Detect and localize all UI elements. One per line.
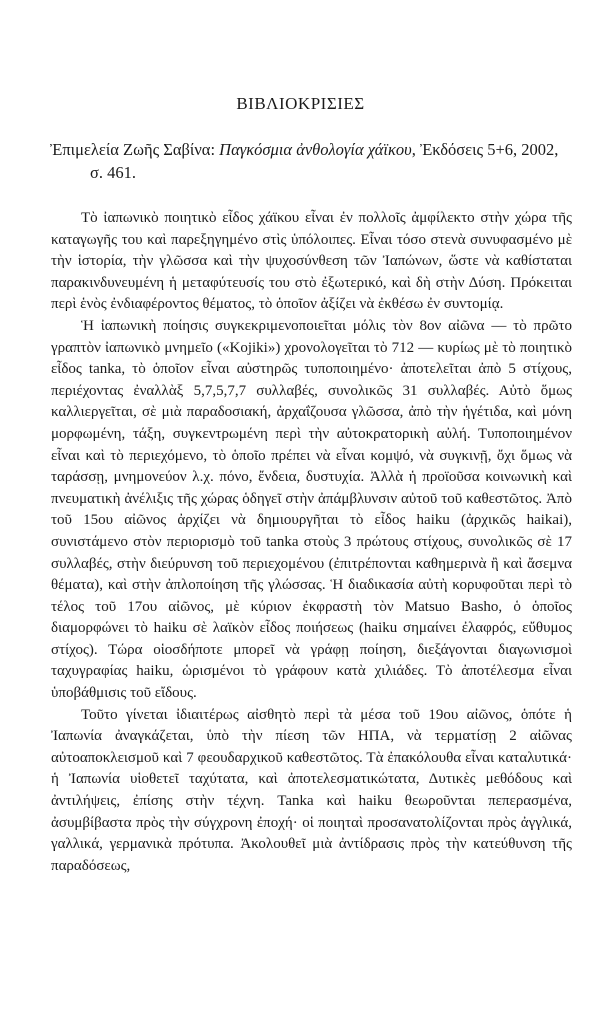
review-paragraph: Ἡ ἰαπωνικὴ ποίησις συγκεκριμενοποιεῖται μόλις τὸν 8ον αἰῶνα — τὸ πρῶτο γραπτὸν ἰαπωνικὸ μνημεῖο («Kojiki») χρονολογεῖται τὸ 712 — κυρίως μὲ τὸ ποιητικὸ εἶδος tanka, τὸ ὁποῖον εἶναι αὐστηρῶς τυποποιημένο· ἀποτελεῖται ἀπὸ 5 στίχους, περιέχοντας ἐναλλὰξ 5,7,5,7,7 συλλαβές, συνολικῶς 31 συλλαβές. Αὐτὸ ὅμως καλλιεργεῖται, σὲ μιὰ παραδοσιακή, ἀρχαΐζουσα γλῶσσα, ἀπὸ τὴν ἡγέτιδα, καὶ μόνη μορφωμένη, τάξη, συγκεντρωμένη περὶ τὴν αὐτοκρατορικὴ αὐλή. Τυποποιημένον εἶναι καὶ τὸ περιεχόμενο, τὸ ὁποῖο πρέπει νὰ εἶναι κομψό, νὰ συγκινῇ, ὄχι ὅμως νὰ ταράσσῃ, μνημονεύον λ.χ. πόνο, ἔνδεια, δυστυχία. Ἀλλὰ ἡ προϊοῦσα κοινωνικὴ καὶ πνευματικὴ ἀνέλιξις τῆς χώρας ὁδηγεῖ στὴν ἀπάμβλυνσιν αὐτοῦ τοῦ καθεστῶτος. Ἀπὸ τοῦ 15ου αἰῶνος ἀρχίζει νὰ δημιουργῆται τὸ εἶδος haiku (ἀρχικῶς haikai), συνιστάμενο στὸν περιορισμὸ τοῦ tanka στοὺς 3 πρώτους στίχους, συνολικῶς σὲ 17 συλλαβές, στὴν διεύρυνση τοῦ περιεχομένου (ἐπιτρέπονται καθημερινὰ ἢ καὶ ἄσεμνα θέματα), καὶ στὴν ἀπλοποίηση τῆς γλώσσας. Ἡ διαδικασία αὐτὴ κορυφοῦται περὶ τὸ τέλος τοῦ 17ου αἰῶνος, μὲ κύριον ἐκφραστὴ τὸν Matsuo Basho, ὁ ὁποῖος διαμορφώνει τὸ haiku σὲ λαϊκὸν εἶδος ποιήσεως (haiku σημαίνει ἐλαφρός, εὔθυμος στίχος). Τώρα οἱοσδήποτε μπορεῖ νὰ γράφῃ ποίηση, διεξάγονται διαγωνισμοὶ ταχυγραφίας haiku, ὡρισμένοι τὸ γράφουν κατὰ χιλιάδες. Τὸ ἀποτέλεσμα εἶναι ὑποβάθμισις τοῦ εἴδους. [51, 317, 572, 702]
book-citation [50, 138, 570, 184]
review-paragraph: Τὸ ἰαπωνικὸ ποιητικὸ εἶδος χάϊκου εἶναι ἐν πολλοῖς ἀμφίλεκτο στὴν χώρα τῆς καταγωγῆς του καὶ παρεξηγημένο στὶς ὑπόλοιπες. Εἶναι τόσο στενὰ συνυφασμένο μὲ τὴν ἱστορία, τὴν γλῶσσα καὶ τὴν ψυχοσύνθεση τῶν Ἰαπώνων, ὥστε νὰ καθίσταται παρακινδυνευμένη ἡ μεταφύτευσίς του στὸ ἐξωτερικό, καὶ δὴ στὴν Δύση. Πρόκειται περὶ ἑνὸς ἐνδιαφέροντος θέματος, τὸ ὁποῖον ἀξίζει νὰ ἐκθέσω ἐν συντομίᾳ. [51, 210, 572, 313]
review-body [51, 208, 572, 877]
citation-editor: Ἐπιμελεία Ζωῆς Σαβίνα: [50, 140, 220, 159]
section-heading: ΒΙΒΛΙΟΚΡΙΣΙΕΣ [236, 94, 365, 113]
review-paragraph: Τοῦτο γίνεται ἰδιαιτέρως αἰσθητὸ περὶ τὰ μέσα τοῦ 19ου αἰῶνος, ὁπότε ἡ Ἰαπωνία ἀναγκάζεται, ὑπὸ τὴν πίεση τῶν ΗΠΑ, νὰ τερματίσῃ 2 αἰῶνας αὐτοαποκλεισμοῦ καὶ 7 φεουδαρχικοῦ καθεστῶτος. Τὰ ἐπακόλουθα εἶναι καταλυτικά· ἡ Ἰαπωνία υἱοθετεῖ ταχύτατα, καὶ ἀποτελεσματικώτατα, Δυτικὲς μεθόδους καὶ ἀντιλήψεις, ἐπίσης στὴν τέχνη. Tanka καὶ haiku θεωροῦνται πεπερασμένα, ἀσυμβίβαστα πρὸς τὴν σύγχρονη ἐποχή· οἱ ποιηταὶ προσανατολίζονται πρὸς ἀγγλικά, γαλλικά, γερμανικὰ πρότυπα. Ἀκολουθεῖ μιὰ ἀντίδρασις πρὸς τὴν κατεύθυνση τῆς παραδόσεως, [51, 706, 572, 874]
citation-publisher: , Ἐκδόσεις 5+6, 2002, σ. 461. [90, 140, 559, 182]
citation-title: Παγκόσμια ἀνθολογία χάϊκου [219, 140, 412, 159]
